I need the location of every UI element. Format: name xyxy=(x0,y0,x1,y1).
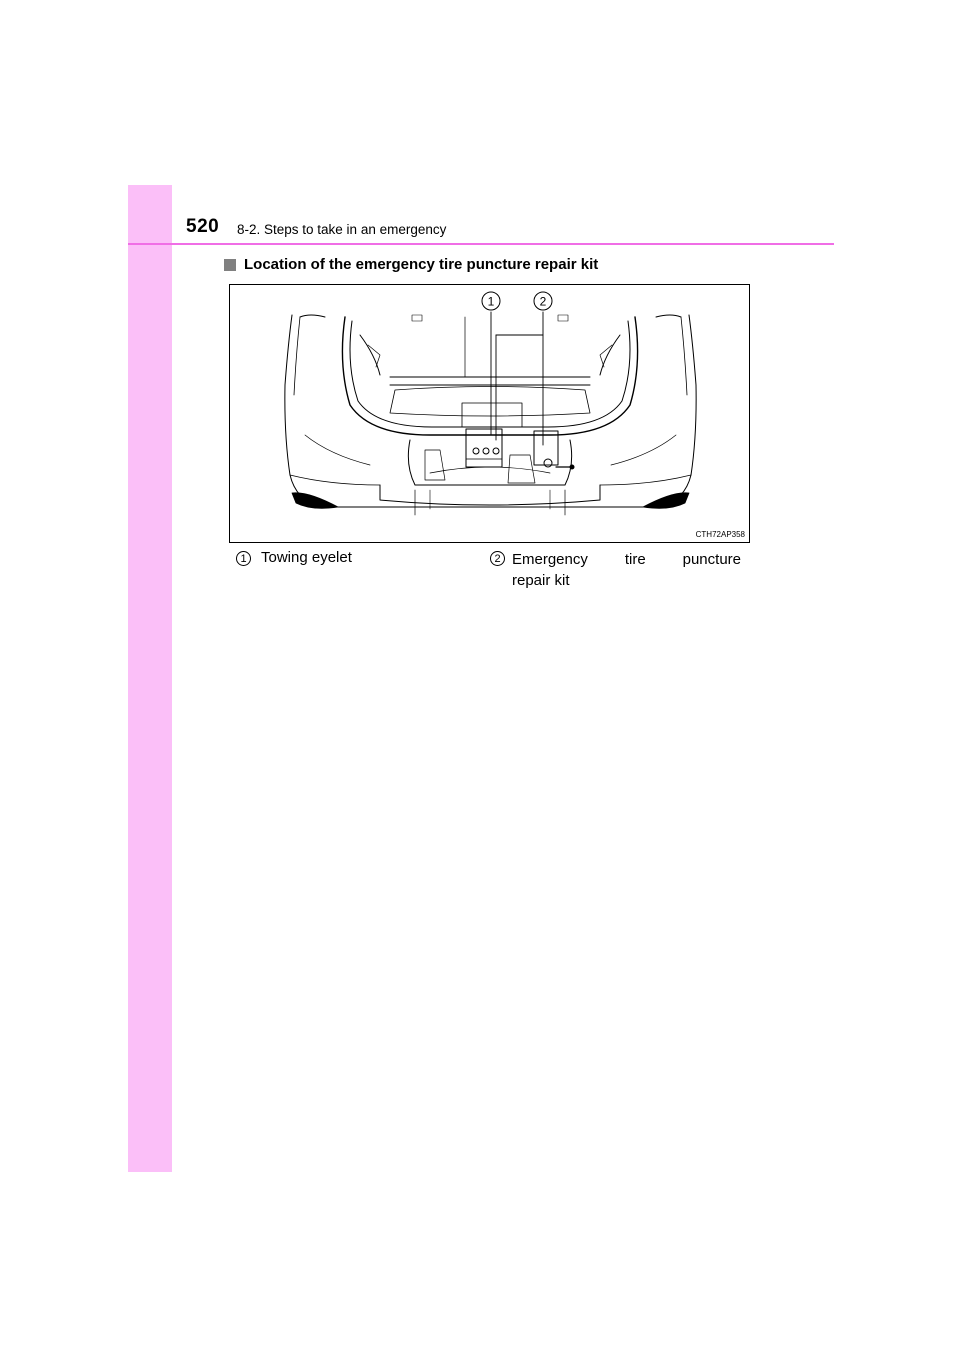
callout-1: 1 xyxy=(487,294,495,309)
legend-word: tire xyxy=(624,551,646,568)
section-title: 8-2. Steps to take in an emergency xyxy=(237,222,447,237)
subheading-text: Location of the emergency tire puncture repair kit xyxy=(244,256,599,273)
chapter-side-band xyxy=(128,185,172,1172)
legend-text-2-line2: repair kit xyxy=(512,572,570,589)
header-rule xyxy=(128,243,834,245)
square-bullet-icon xyxy=(224,259,236,271)
legend-word: Emergency xyxy=(512,551,588,568)
figure-code: CTH72AP358 xyxy=(695,530,745,539)
legend-item-towing-eyelet xyxy=(236,549,352,566)
legend-number-2: 2 xyxy=(490,551,505,566)
legend-text-1: Towing eyelet xyxy=(261,549,352,566)
vehicle-rear-drawing xyxy=(230,285,750,543)
legend-text-2-line1 xyxy=(512,549,741,570)
legend-item-repair-kit xyxy=(490,549,742,591)
trunk-illustration xyxy=(229,284,750,543)
legend-number-1: 1 xyxy=(236,551,251,566)
subheading xyxy=(224,256,598,273)
legend-text-2 xyxy=(512,549,741,591)
legend-word: puncture xyxy=(682,551,741,568)
callout-2: 2 xyxy=(539,294,547,309)
page-number: 520 xyxy=(186,216,220,237)
